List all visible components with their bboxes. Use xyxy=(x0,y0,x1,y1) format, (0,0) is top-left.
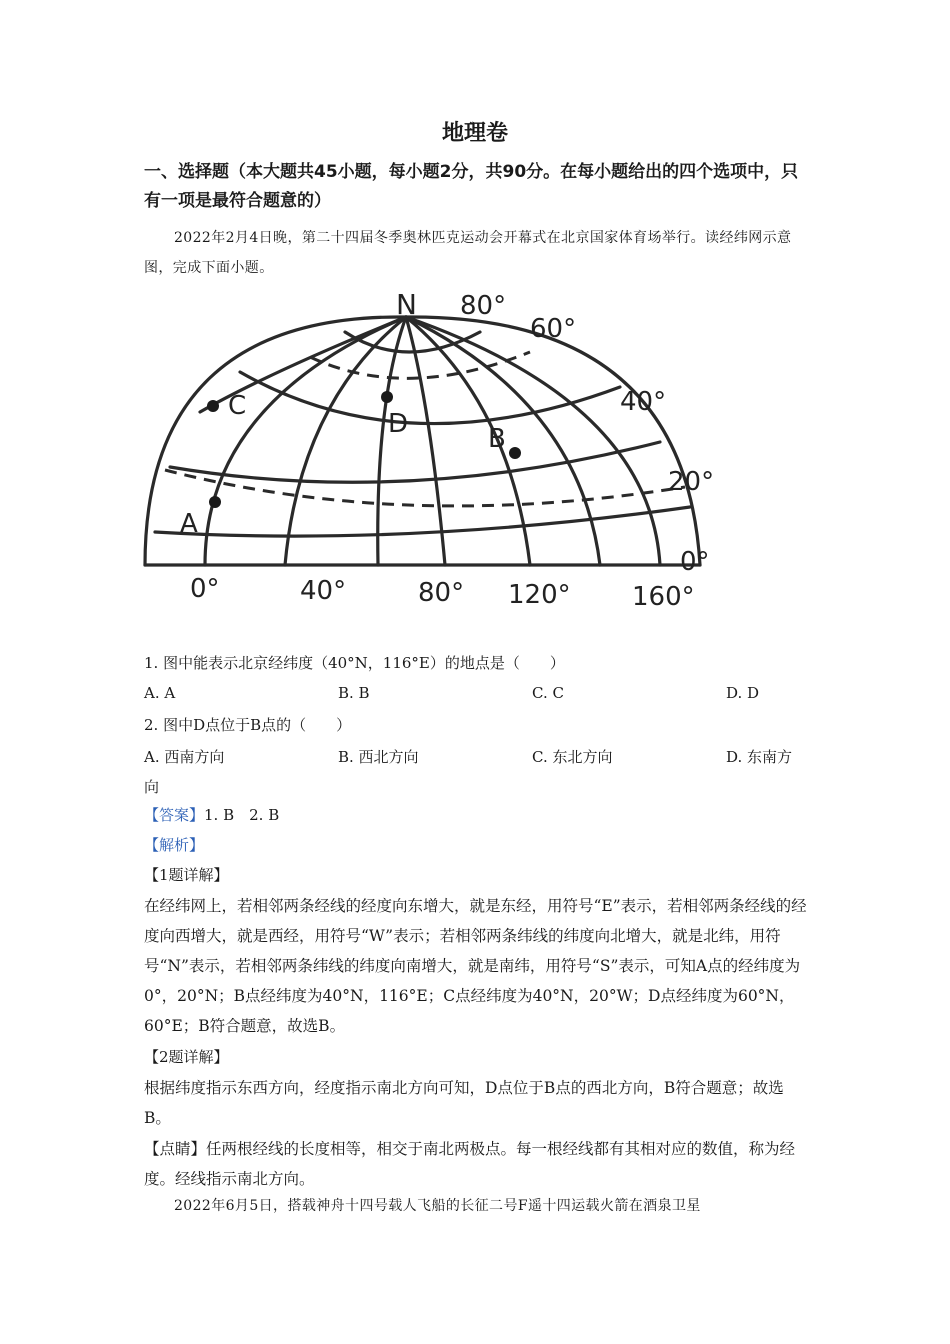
answer-line xyxy=(144,800,809,830)
question-2-option-a[interactable]: A. 西南方向 xyxy=(144,748,225,766)
detail-2-text: 根据纬度指示东西方向，经度指示南北方向可知，D点位于B点的西北方向，B符合题意；故选B。 xyxy=(144,1079,784,1127)
graticule-figure xyxy=(130,282,730,612)
lon-label-0: 0° xyxy=(190,574,220,604)
point-b-label: B xyxy=(488,424,506,454)
point-a-marker xyxy=(209,496,221,508)
analysis-tag: 【解析】 xyxy=(144,836,205,854)
lat-label-60: 60° xyxy=(530,314,577,344)
point-b-marker xyxy=(509,447,521,459)
lon-label-80: 80° xyxy=(418,578,465,608)
pole-label: N xyxy=(396,288,417,321)
point-a-label: A xyxy=(180,509,198,539)
question-2-stem: 2. 图中D点位于B点的（ ） xyxy=(144,716,352,734)
lon-label-160: 160° xyxy=(632,582,695,612)
point-d-label: D xyxy=(388,409,409,439)
answer-tag: 【答案】 xyxy=(144,806,205,824)
question-1-option-c[interactable]: C. C xyxy=(532,684,564,702)
lat-label-80: 80° xyxy=(460,291,507,321)
lat-label-40: 40° xyxy=(620,387,667,417)
question-2-option-c[interactable]: C. 东北方向 xyxy=(532,748,613,766)
point-c-marker xyxy=(207,400,219,412)
tip-text: 【点睛】任两根经线的长度相等，相交于南北两极点。每一根经线都有其相对应的数值，称为经度。经线指示南北方向。 xyxy=(144,1140,796,1188)
question-2-option-d-overflow: 向 xyxy=(144,778,160,796)
point-c-label: C xyxy=(228,391,247,421)
question-1-stem: 1. 图中能表示北京经纬度（40°N，116°E）的地点是（ ） xyxy=(144,654,565,672)
detail-1-text: 在经纬网上，若相邻两条经线的经度向东增大，就是东经，用符号“E”表示，若相邻两条经线的经度向西增大，就是西经，用符号“W”表示；若相邻两条纬线的纬度向北增大，就是北纬，用符号“N”表示，若相邻两条纬线的纬度向南增大，就是南纬，用符号“S”表示，可知A点的经纬度为0°，20°N；B点经纬度为40°N，116°E；C点经纬度为40°N，20°W；D点经纬度为60°N，60°E；B符合题意，故选B。 xyxy=(144,897,807,1035)
detail-2-heading: 【2题详解】 xyxy=(144,1048,229,1066)
section-heading: 一、选择题（本大题共45小题，每小题2分，共90分。在每小题给出的四个选项中，只有一项是最符合题意的） xyxy=(144,162,799,211)
detail-1-heading: 【1题详解】 xyxy=(144,866,229,884)
question-1-option-a[interactable]: A. A xyxy=(144,684,176,702)
lat-label-20: 20° xyxy=(668,467,715,497)
lon-label-120: 120° xyxy=(508,580,571,610)
question-intro: 2022年2月4日晚，第二十四届冬季奥林匹克运动会开幕式在北京国家体育场举行。读经纬网示意图，完成下面小题。 xyxy=(144,230,792,276)
next-question-intro: 2022年6月5日，搭载神舟十四号载人飞船的长征二号F遥十四运载火箭在酒泉卫星 xyxy=(174,1198,701,1214)
question-1-option-b[interactable]: B. B xyxy=(338,684,370,702)
question-1-option-d[interactable]: D. D xyxy=(726,684,760,702)
question-2-option-b[interactable]: B. 西北方向 xyxy=(338,748,419,766)
page-title: 地理卷 xyxy=(441,121,508,146)
point-d-marker xyxy=(381,391,393,403)
lon-label-40: 40° xyxy=(300,576,347,606)
question-2-option-d[interactable]: D. 东南方 xyxy=(726,748,793,766)
lat-label-0: 0° xyxy=(680,547,710,577)
answer-text: 1. B 2. B xyxy=(204,806,280,824)
